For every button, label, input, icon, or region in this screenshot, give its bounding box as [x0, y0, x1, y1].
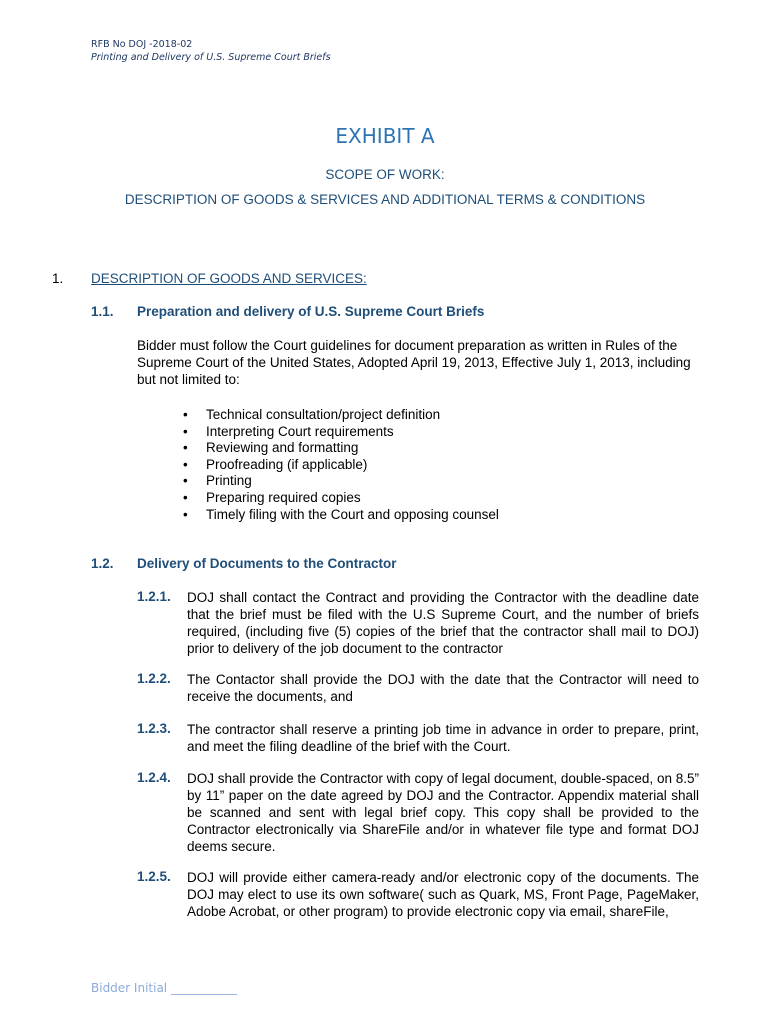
item-1-2-2-text: The Contactor shall provide the DOJ with the date that the Contractor will need to receive the documents, and — [187, 672, 699, 704]
subsection-1-2-title: Delivery of Documents to the Contractor — [137, 556, 397, 571]
header-rfb-number: RFB No DOJ -2018-02 — [91, 39, 193, 50]
item-1-2-3-number: 1.2.3. — [137, 721, 171, 736]
services-bullet-list — [180, 407, 499, 523]
scope-heading: SCOPE OF WORK: — [325, 167, 445, 182]
header-document-subject: Printing and Delivery of U.S. Supreme Court Briefs — [91, 52, 331, 63]
subsection-1-1-intro: Bidder must follow the Court guidelines for document preparation as written in Rules of the Supreme Court of the United States, Adopted April 19, 2013, Effective July 1, 2013, including but not limited to: — [137, 338, 691, 387]
item-1-2-1-text: DOJ shall contact the Contract and providing the Contractor with the deadline date that the brief must be filed with the U.S Supreme Court, and the number of briefs required, (including five (5) copies of the brief that the contractor shall mail to DOJ) prior to delivery of the job document to the contractor — [187, 590, 699, 656]
item-1-2-4-number: 1.2.4. — [137, 770, 171, 785]
list-item: • Proofreading (if applicable) — [183, 456, 368, 472]
list-item: • Preparing required copies — [183, 489, 361, 505]
item-1-2-5-text: DOJ will provide either camera-ready and/or electronic copy of the documents. The DOJ may elect to use its own software( such as Quark, MS, Front Page, PageMaker, Adobe Acrobat, or other program) to provide electronic copy via email, shareFile, — [187, 870, 699, 919]
subsection-1-1-number: 1.1. — [91, 304, 114, 319]
list-item: • Printing — [183, 473, 252, 489]
list-item: • Reviewing and formatting — [183, 440, 359, 456]
section-1-title: DESCRIPTION OF GOODS AND SERVICES: — [91, 271, 367, 286]
list-item: • Technical consultation/project definition — [183, 407, 441, 422]
item-1-2-5-number: 1.2.5. — [137, 869, 171, 884]
item-1-2-4-text: DOJ shall provide the Contractor with copy of legal document, double-spaced, on 8.5” by 11” paper on the date agreed by DOJ and the Contractor. Appendix material shall be scanned and sent with legal brief copy. This copy shall be provided to the Contractor electronically via ShareFile and/or in whatever file type and format DOJ deems secure. — [187, 771, 699, 854]
subsection-1-2-number: 1.2. — [91, 556, 114, 571]
exhibit-title: EXHIBIT A — [335, 124, 435, 148]
section-1-number: 1. — [52, 271, 64, 286]
list-item: • Timely filing with the Court and opposing counsel — [183, 506, 499, 522]
item-1-2-3-text: The contractor shall reserve a printing job time in advance in order to prepare, print, and meet the filing deadline of the brief with the Court. — [187, 722, 699, 754]
description-heading: DESCRIPTION OF GOODS & SERVICES AND ADDITIONAL TERMS & CONDITIONS — [124, 192, 646, 207]
item-1-2-1-number: 1.2.1. — [137, 589, 171, 604]
bidder-initial-footer: Bidder Initial ___________ — [91, 981, 237, 995]
list-item: • Interpreting Court requirements — [183, 423, 394, 439]
item-1-2-2-number: 1.2.2. — [137, 671, 171, 686]
subsection-1-1-title: Preparation and delivery of U.S. Supreme Court Briefs — [137, 304, 485, 319]
